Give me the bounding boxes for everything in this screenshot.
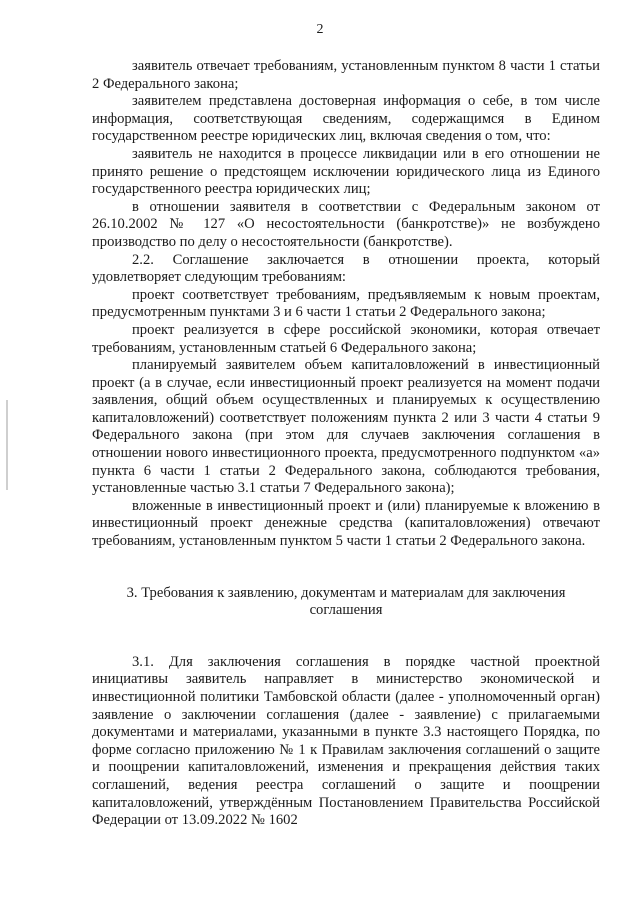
paragraph: в отношении заявителя в соответствии с Федеральным законом от 26.10.2002 № 127 «О несостоятельности (банкротстве)» не возбуждено производство по делу о несостоятельности (банкротстве).: [92, 198, 600, 250]
section-heading: 3. Требования к заявлению, документам и материалам для заключения соглашения: [126, 584, 566, 619]
paragraph: проект соответствует требованиям, предъявляемым к новым проектам, предусмотренным пунктами 3 и 6 части 1 статьи 2 Федерального закона;: [92, 286, 600, 321]
paragraph: проект реализуется в сфере российской экономики, которая отвечает требованиям, установленным статьей 6 Федерального закона;: [92, 321, 600, 356]
paragraph: 3.1. Для заключения соглашения в порядке частной проектной инициативы заявитель направляет в министерство экономической и инвестиционной политики Тамбовской области (далее - уполномоченный орган) заявление о заключении соглашения (далее - заявление) с прилагаемыми документами и материалами, указанными в пункте 3.3 настоящего Порядка, по форме согласно приложению № 1 к Правилам заключения соглашений о защите и поощрении капиталовложений, изменения и прекращения действия таких соглашений, ведения реестра соглашений о защите и поощрении капиталовложений, утверждённым Постановлением Правительства Российской Федерации от 13.09.2022 № 1602: [92, 653, 600, 829]
paragraph: 2.2. Соглашение заключается в отношении проекта, который удовлетворяет следующим требованиям:: [92, 251, 600, 286]
document-body: [92, 58, 600, 830]
paragraph: заявитель отвечает требованиям, установленным пунктом 8 части 1 статьи 2 Федерального закона;: [92, 58, 600, 92]
paragraph: вложенные в инвестиционный проект и (или) планируемые к вложению в инвестиционный проект денежные средства (капиталовложения) отвечают требованиям, установленным пунктом 5 части 1 статьи 2 Федерального закона.: [92, 497, 600, 550]
margin-mark: [6, 400, 8, 490]
page-number: 2: [316, 22, 324, 37]
paragraph: заявитель не находится в процессе ликвидации или в его отношении не принято решение о предстоящем исключении юридического лица из Единого государственного реестра юридических лиц;: [92, 145, 600, 198]
paragraph: планируемый заявителем объем капиталовложений в инвестиционный проект (а в случае, если инвестиционный проект реализуется на момент подачи заявления, общий объем осуществленных и планируемых к осуществлению капиталовложений) соответствует положениям пункта 2 или 3 части 4 статьи 9 Федерального закона (при этом для случаев заключения соглашения в отношении нового инвестиционного проекта, предусмотренного подпунктом «а» пункта 6 части 1 статьи 2 Федерального закона, соблюдаются требования, установленные частью 3.1 статьи 7 Федерального закона);: [92, 357, 600, 497]
paragraph: заявителем представлена достоверная информация о себе, в том числе информация, соответствующая сведениям, содержащимся в Едином государственном реестре юридических лиц, включая сведения о том, что:: [92, 93, 600, 145]
